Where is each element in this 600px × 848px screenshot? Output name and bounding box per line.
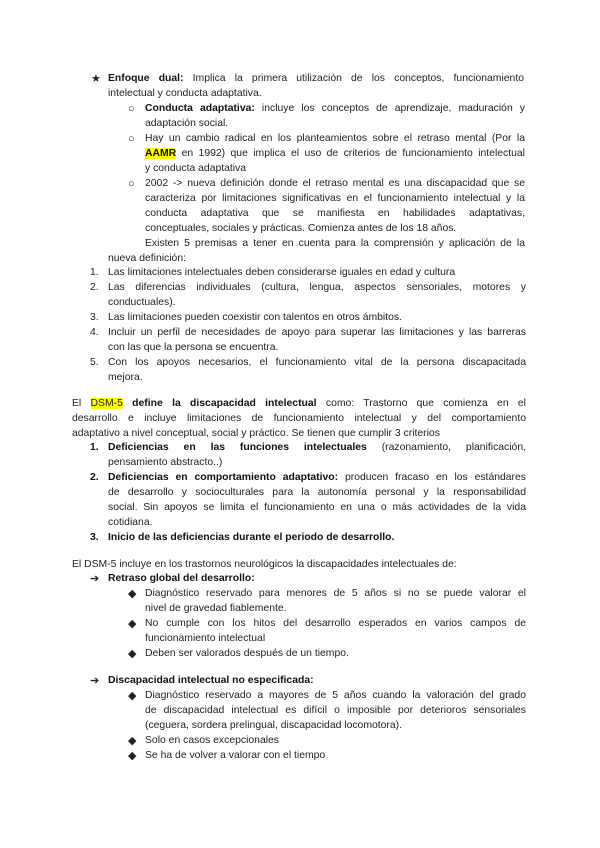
- premise-number: 5.: [90, 357, 99, 368]
- retraso-global-title: Retraso global del desarrollo:: [108, 573, 255, 584]
- dsm-5-highlight: DSM-5: [90, 398, 123, 409]
- definicion-2002-line-2: caracteriza por limitaciones significativas en el funcionamiento intelectual y la: [145, 193, 525, 204]
- retraso-item-1-line-1: Diagnóstico reservado para menores de 5 años si no se puede valorar el: [145, 588, 526, 599]
- definicion-2002-line-4: conceptuales, sociales y prácticas. Comienza antes de los 18 años.: [145, 223, 457, 234]
- diamond-bullet-icon: ◆: [128, 750, 137, 762]
- retraso-item-2-line-1: No cumple con los hitos del desarrollo esperados en varios campos de: [145, 618, 526, 629]
- dsm-paragraph-line-1: El DSM-5 define la discapacidad intelectual como: Trastorno que comienza en el: [72, 398, 526, 409]
- no-especificada-item-2-line-1: Solo en casos excepcionales: [145, 735, 280, 746]
- criterion-1-line-1: Deficiencias en las funciones intelectuales (razonamiento, planificación,: [108, 442, 526, 453]
- dsm-includes-text: El DSM-5 incluye en los trastornos neurológicos la discapacidades intelectuales de:: [72, 559, 457, 570]
- cambio-radical-line-1: Hay un cambio radical en los planteamientos sobre el retraso mental (Por la: [145, 133, 525, 144]
- premise-number: 1.: [90, 267, 99, 278]
- premise-number: 4.: [90, 327, 99, 338]
- premise-number: 3.: [90, 312, 99, 323]
- premise-1-line-1: Las limitaciones intelectuales deben considerarse iguales en edad y cultura: [108, 267, 456, 278]
- retraso-item-3-line-1: Deben ser valorados después de un tiempo.: [145, 648, 349, 659]
- enfoque-dual-line-1: Enfoque dual: Implica la primera utilización de los conceptos, funcionamiento: [108, 73, 524, 84]
- circle-bullet-icon: ○: [128, 103, 135, 115]
- premise-5-line-1: Con los apoyos necesarios, el funcionamiento vital de la persona discapacitada: [108, 357, 526, 368]
- arrow-bullet-icon: ➔: [90, 675, 100, 687]
- enfoque-dual-title: Enfoque dual:: [108, 73, 184, 84]
- retraso-item-2-line-2: funcionamiento intelectual: [145, 633, 266, 644]
- criterion-number: 3.: [90, 532, 99, 543]
- premise-5-line-2: mejora.: [108, 372, 143, 383]
- no-especificada-item-3-line-1: Se ha de volver a valorar con el tiempo: [145, 750, 326, 761]
- premise-3-line-1: Las limitaciones pueden coexistir con talentos en otros ámbitos.: [108, 312, 402, 323]
- criterion-2-line-3: social. Sin apoyos se limita el funcionamiento en una o más actividades de la vida: [108, 502, 526, 513]
- dsm-paragraph-line-3: adaptativo a nivel conceptual, social y práctico. Se tienen que cumplir 3 criterios: [72, 428, 440, 439]
- retraso-item-1-line-2: nivel de gravedad fiablemente.: [145, 603, 287, 614]
- criterion-1-line-2: pensamiento abstracto..): [108, 457, 223, 468]
- criterion-2-line-2: de desarrollo y socioculturales para la autonomía personal y la responsabilidad: [108, 487, 526, 498]
- criterion-2-line-1: Deficiencias en comportamiento adaptativo: producen fracaso en los estándares: [108, 472, 526, 483]
- premise-2-line-2: conductuales).: [108, 297, 176, 308]
- criterion-2-line-4: cotidiana.: [108, 517, 153, 528]
- no-especificada-item-1-line-1: Diagnóstico reservado a mayores de 5 años cuando la valoración del grado: [145, 690, 526, 701]
- no-especificada-title: Discapacidad intelectual no especificada:: [108, 675, 314, 686]
- criterion-3-line-1: Inicio de las deficiencias durante el periodo de desarrollo.: [108, 532, 395, 543]
- diamond-bullet-icon: ◆: [128, 735, 137, 747]
- premisas-intro-line-2: nueva definición:: [108, 253, 186, 264]
- conducta-adaptativa-line-2: adaptación social.: [145, 118, 229, 129]
- cambio-radical-line-2: AAMR en 1992) que implica el uso de criterios de funcionamiento intelectual: [145, 148, 525, 159]
- criterion-number: 2.: [90, 472, 99, 483]
- definicion-2002-line-3: conducta adaptativa que se manifiesta en habilidades adaptativas,: [145, 208, 525, 219]
- arrow-bullet-icon: ➔: [90, 573, 100, 585]
- no-especificada-item-1-line-3: (ceguera, sordera prelingual, discapacidad locomotora).: [145, 720, 403, 731]
- definicion-2002-line-1: 2002 -> nueva definición donde el retraso mental es una discapacidad que se: [145, 178, 525, 189]
- premise-4-line-2: con las que la persona se encuentra.: [108, 342, 279, 353]
- premisas-intro-line-1: Existen 5 premisas a tener en cuenta para la comprensión y aplicación de la: [145, 238, 525, 249]
- diamond-bullet-icon: ◆: [128, 690, 137, 702]
- circle-bullet-icon: ○: [128, 178, 135, 190]
- enfoque-dual-line-2: intelectual y conducta adaptativa.: [108, 88, 262, 99]
- dsm-paragraph-line-2: desarrollo e incluye limitaciones de funcionamiento intelectual y del comportamiento: [72, 413, 526, 424]
- aamr-highlight: AAMR: [145, 148, 177, 159]
- premise-4-line-1: Incluir un perfil de necesidades de apoyo para superar las limitaciones y las barreras: [108, 327, 526, 338]
- circle-bullet-icon: ○: [128, 133, 135, 145]
- conducta-adaptativa-line-1: Conducta adaptativa: incluye los conceptos de aprendizaje, maduración y: [145, 103, 525, 114]
- premise-2-line-1: Las diferencias individuales (cultura, lengua, aspectos sensoriales, motores y: [108, 282, 526, 293]
- cambio-radical-line-3: y conducta adaptativa: [145, 163, 247, 174]
- premise-number: 2.: [90, 282, 99, 293]
- star-bullet-icon: ★: [91, 73, 101, 85]
- diamond-bullet-icon: ◆: [128, 648, 137, 660]
- diamond-bullet-icon: ◆: [128, 618, 137, 630]
- no-especificada-item-1-line-2: de discapacidad intelectual es difícil o imposible por deterioros sensoriales: [145, 705, 526, 716]
- criterion-number: 1.: [90, 442, 99, 453]
- diamond-bullet-icon: ◆: [128, 588, 137, 600]
